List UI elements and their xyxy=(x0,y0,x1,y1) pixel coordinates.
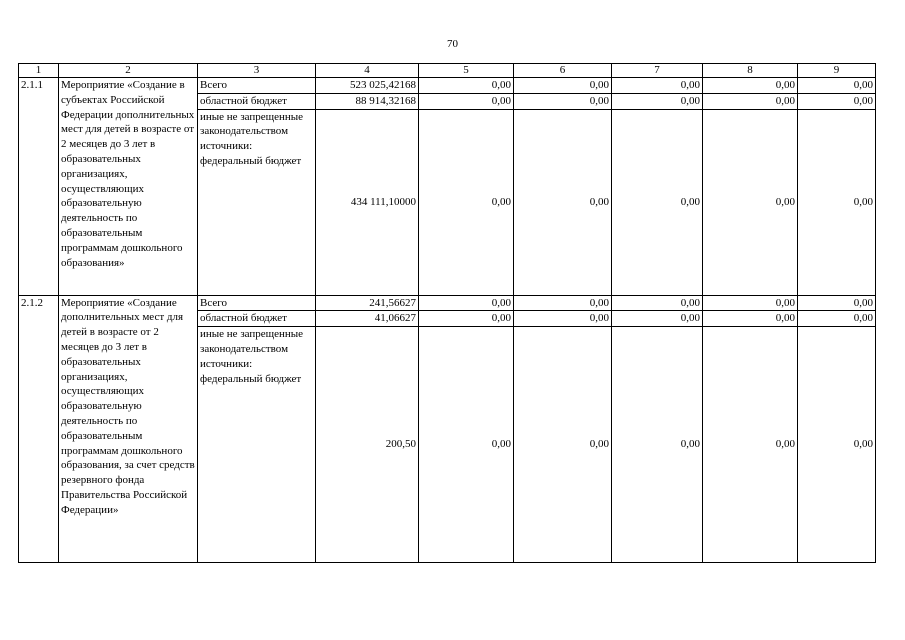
value-cell: 0,00 xyxy=(419,327,514,563)
value-cell: 0,00 xyxy=(798,311,876,327)
budget-table xyxy=(18,63,876,563)
funding-source: областной бюджет xyxy=(198,93,316,109)
header-cell: 9 xyxy=(798,64,876,78)
header-cell: 3 xyxy=(198,64,316,78)
value-cell: 0,00 xyxy=(798,109,876,295)
measure-name: Мероприятие «Создание дополнительных мест для детей в возрасте от 2 месяцев до 3 лет в образовательных организациях, осуществляющих образовательную деятельность по образовательным программам дошкольного образования, за счет средств резервного фонда Правительства Российской Федерации» xyxy=(59,295,198,563)
table-row xyxy=(19,78,876,94)
funding-source: иные не запрещенные законодательством источники: федеральный бюджет xyxy=(198,109,316,295)
header-cell: 8 xyxy=(703,64,798,78)
value-cell: 0,00 xyxy=(703,78,798,94)
value-cell: 41,06627 xyxy=(316,311,419,327)
value-cell: 0,00 xyxy=(798,327,876,563)
value-cell: 241,56627 xyxy=(316,295,419,311)
header-cell: 5 xyxy=(419,64,514,78)
measure-name: Мероприятие «Создание в субъектах Российской Федерации дополнительных мест для детей в возрасте от 2 месяцев до 3 лет в образовательных организациях, осуществляющих образовательную деятельность по образовательным программам дошкольного образования» xyxy=(59,78,198,296)
value-cell: 0,00 xyxy=(419,109,514,295)
value-cell: 88 914,32168 xyxy=(316,93,419,109)
value-cell: 0,00 xyxy=(514,109,612,295)
value-cell: 0,00 xyxy=(612,295,703,311)
row-code: 2.1.2 xyxy=(19,295,59,563)
value-cell: 0,00 xyxy=(514,295,612,311)
header-cell: 6 xyxy=(514,64,612,78)
value-cell: 523 025,42168 xyxy=(316,78,419,94)
value-cell: 0,00 xyxy=(514,78,612,94)
value-cell: 434 111,10000 xyxy=(316,109,419,295)
header-cell: 7 xyxy=(612,64,703,78)
value-cell: 0,00 xyxy=(703,295,798,311)
funding-source: областной бюджет xyxy=(198,311,316,327)
value-cell: 0,00 xyxy=(798,93,876,109)
value-cell: 0,00 xyxy=(612,327,703,563)
funding-source: Всего xyxy=(198,78,316,94)
value-cell: 0,00 xyxy=(703,327,798,563)
value-cell: 0,00 xyxy=(514,327,612,563)
value-cell: 0,00 xyxy=(419,311,514,327)
value-cell: 200,50 xyxy=(316,327,419,563)
value-cell: 0,00 xyxy=(514,93,612,109)
row-code: 2.1.1 xyxy=(19,78,59,296)
value-cell: 0,00 xyxy=(612,93,703,109)
funding-source: Всего xyxy=(198,295,316,311)
value-cell: 0,00 xyxy=(612,109,703,295)
header-row xyxy=(19,64,876,78)
value-cell: 0,00 xyxy=(703,109,798,295)
funding-source: иные не запрещенные законодательством источники: федеральный бюджет xyxy=(198,327,316,563)
value-cell: 0,00 xyxy=(798,295,876,311)
header-cell: 2 xyxy=(59,64,198,78)
value-cell: 0,00 xyxy=(419,295,514,311)
value-cell: 0,00 xyxy=(612,78,703,94)
header-cell: 1 xyxy=(19,64,59,78)
value-cell: 0,00 xyxy=(419,93,514,109)
header-cell: 4 xyxy=(316,64,419,78)
value-cell: 0,00 xyxy=(703,93,798,109)
table-row xyxy=(19,295,876,311)
value-cell: 0,00 xyxy=(703,311,798,327)
value-cell: 0,00 xyxy=(612,311,703,327)
value-cell: 0,00 xyxy=(514,311,612,327)
value-cell: 0,00 xyxy=(419,78,514,94)
page-number: 70 xyxy=(447,38,458,50)
value-cell: 0,00 xyxy=(798,78,876,94)
